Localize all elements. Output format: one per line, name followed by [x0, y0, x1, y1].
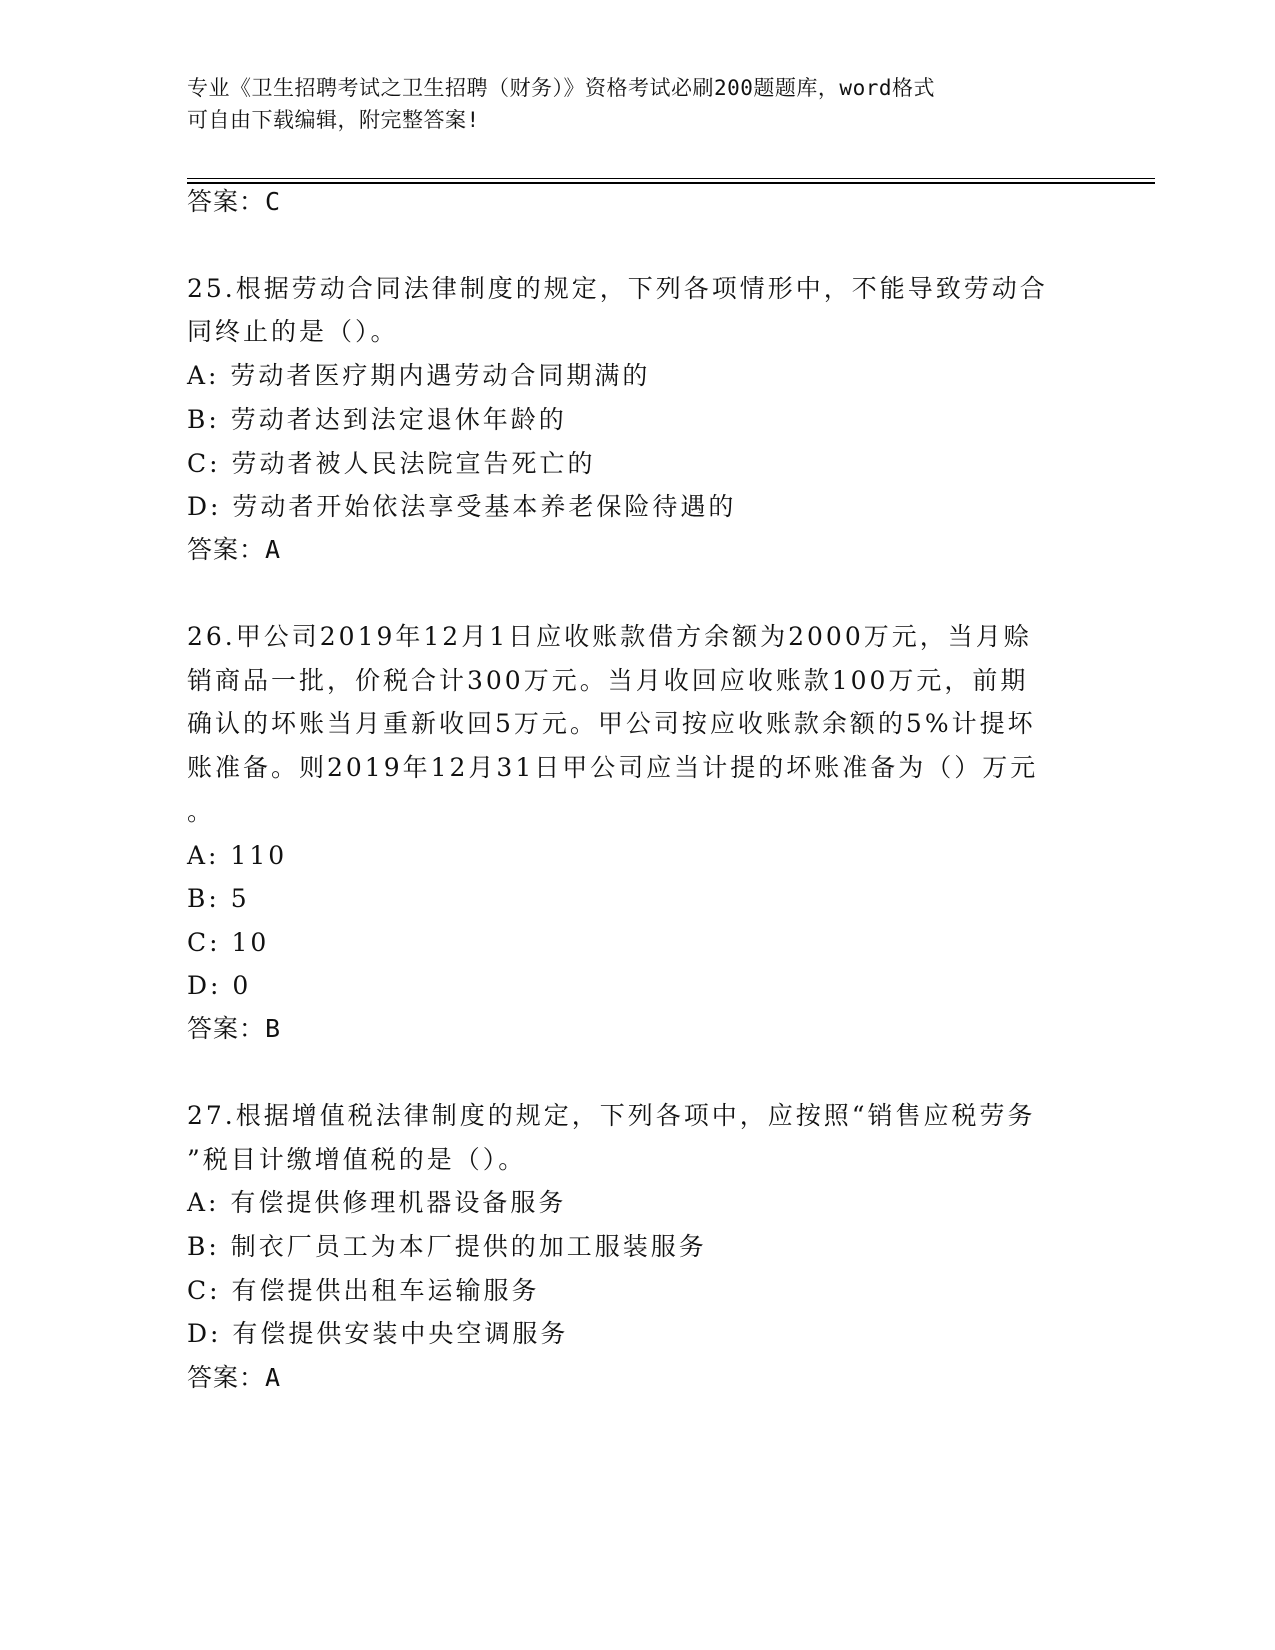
question-26-stem-line-3: 确认的坏账当月重新收回5万元。甲公司按应收账款余额的5%计提坏	[187, 709, 1036, 738]
question-26-stem-line-5: 。	[187, 797, 216, 826]
previous-answer: 答案：C	[187, 187, 282, 216]
question-25-option-a: A: 劳动者医疗期内遇劳动合同期满的	[187, 361, 651, 390]
question-25-option-d: D: 劳动者开始依法享受基本养老保险待遇的	[187, 492, 737, 521]
question-26-option-b: B: 5	[187, 884, 250, 913]
question-27-stem-line-2: ”税目计缴增值税的是（）。	[187, 1145, 527, 1174]
question-26-option-c: C: 10	[187, 928, 270, 957]
question-25-option-c: C: 劳动者被人民法院宣告死亡的	[187, 449, 596, 478]
question-27-option-c: C: 有偿提供出租车运输服务	[187, 1276, 540, 1305]
question-25-stem-line-2: 同终止的是（）。	[187, 317, 399, 346]
question-26-stem-line-1: 26.甲公司2019年12月1日应收账款借方余额为2000万元，当月赊	[187, 622, 1032, 651]
question-26-option-d: D: 0	[187, 971, 252, 1000]
header-divider	[187, 178, 1155, 179]
question-27-option-d: D: 有偿提供安装中央空调服务	[187, 1319, 569, 1348]
question-25-stem-line-1: 25.根据劳动合同法律制度的规定，下列各项情形中，不能导致劳动合	[187, 274, 1048, 303]
question-26-stem-line-2: 销商品一批，价税合计300万元。当月收回应收账款100万元，前期	[187, 666, 1029, 695]
question-26-answer: 答案：B	[187, 1014, 282, 1043]
question-26-stem-line-4: 账准备。则2019年12月31日甲公司应当计提的坏账准备为（）万元	[187, 753, 1039, 782]
question-25-option-b: B: 劳动者达到法定退休年龄的	[187, 405, 567, 434]
header-line-2: 可自由下载编辑，附完整答案!	[187, 108, 480, 132]
question-27-stem-line-1: 27.根据增值税法律制度的规定，下列各项中，应按照“销售应税劳务	[187, 1101, 1036, 1130]
question-27-option-a: A: 有偿提供修理机器设备服务	[187, 1188, 567, 1217]
header-line-1: 专业《卫生招聘考试之卫生招聘（财务）》资格考试必刷200题题库，word格式	[187, 76, 935, 100]
question-25-answer: 答案：A	[187, 535, 282, 564]
question-27-option-b: B: 制衣厂员工为本厂提供的加工服装服务	[187, 1232, 707, 1261]
document-header	[187, 72, 1067, 136]
question-27-answer: 答案：A	[187, 1363, 282, 1392]
question-26-option-a: A: 110	[187, 841, 288, 870]
